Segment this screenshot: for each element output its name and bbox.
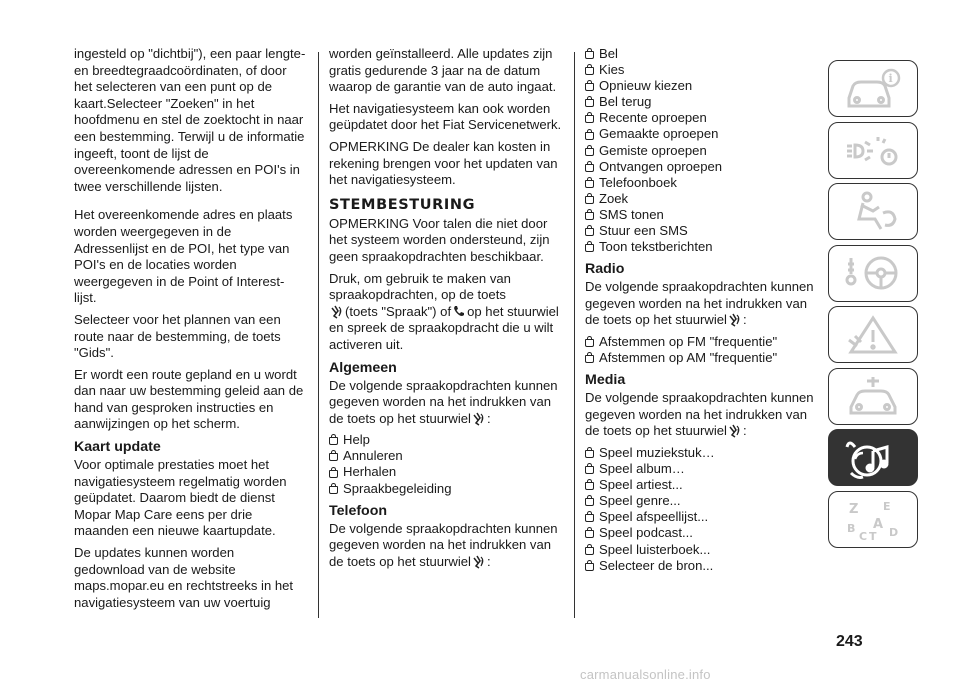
tab-starting-driving[interactable] xyxy=(828,245,918,302)
list-item xyxy=(585,159,821,175)
command-list xyxy=(585,445,821,574)
list-item xyxy=(585,350,821,366)
list-item-label: Recente oproepen xyxy=(599,110,707,126)
list-item-label: Speel afspeellijst... xyxy=(599,509,709,525)
command-list xyxy=(329,432,562,496)
list-item xyxy=(585,223,821,239)
voice-command-icon xyxy=(728,424,742,438)
paragraph-text: De volgende spraakopdrachten kunnen gegeven worden na het indrukken van de toets op het stuurwiel xyxy=(329,520,558,569)
tab-maintenance[interactable] xyxy=(828,368,918,425)
phone-icon xyxy=(329,470,338,478)
phone-handset-icon xyxy=(453,305,465,317)
list-item-label: Spraakbegeleiding xyxy=(343,480,452,496)
tab-seat-safety[interactable] xyxy=(828,183,918,240)
list-item xyxy=(585,62,821,78)
tab-emergency[interactable] xyxy=(828,306,918,363)
list-item xyxy=(329,481,562,497)
index-letter: D xyxy=(889,526,899,539)
phone-icon xyxy=(585,180,594,188)
paragraph-text: De volgende spraakopdrachten kunnen gegeven worden na het indrukken van de toets op het stuurwiel xyxy=(585,390,814,439)
paragraph: Het overeenkomende adres en plaats worden weergegeven in de Adressenlijst en de POI, het type van POI's en de locaties worden weergegeven in de Point of Interest-lijst. xyxy=(74,207,293,306)
paragraph: De updates kunnen worden gedownload van de website maps.mopar.eu en rechtstreeks in het navigatiesysteem van uw voertuig xyxy=(74,545,294,610)
multimedia-icon xyxy=(843,435,903,481)
text-column-1 xyxy=(74,46,306,616)
phone-icon xyxy=(585,466,594,474)
list-item-label: Opnieuw kiezen xyxy=(599,78,693,94)
phone-icon xyxy=(585,450,594,458)
list-item xyxy=(329,464,562,480)
paragraph xyxy=(329,271,562,354)
list-item xyxy=(329,448,562,464)
paragraph-text: De volgende spraakopdrachten kunnen gegeven worden na het indrukken van de toets op het stuurwiel xyxy=(329,377,558,426)
car-info-icon xyxy=(843,66,903,112)
phone-icon xyxy=(585,482,594,490)
paragraph: Er wordt een route gepland en u wordt dan naar uw bestemming geleid aan de hand van gesproken instructies en aanwijzingen op het scherm. xyxy=(74,366,304,432)
paragraph-text: op het stuurwiel en spreek de spraakopdracht die u wilt activeren uit. xyxy=(329,303,559,352)
paragraph: OPMERKING Voor talen die niet door het systeem worden ondersteund, zijn geen spraakopdrachten beschikbaar. xyxy=(329,215,550,264)
list-item xyxy=(585,477,821,493)
list-item-label: Bel terug xyxy=(599,94,652,110)
list-item xyxy=(585,175,821,191)
paragraph: OPMERKING De dealer kan kosten in rekening brengen voor het updaten van het navigatiesysteem. xyxy=(329,138,558,188)
section-heading: STEMBESTURING xyxy=(329,196,476,213)
voice-command-icon xyxy=(472,555,486,569)
command-list xyxy=(585,334,821,366)
maintenance-icon xyxy=(843,373,903,419)
list-item xyxy=(585,334,821,350)
column-separator xyxy=(318,52,319,618)
text-column-3 xyxy=(585,46,821,578)
paragraph: De volgende spraakopdrachten kunnen gegeven worden na het indrukken van de toets op het stuurwiel : xyxy=(585,390,814,439)
section-heading: Media xyxy=(585,372,626,389)
list-item xyxy=(329,432,562,448)
list-item-label: Speel podcast... xyxy=(599,525,693,541)
chapter-tabs xyxy=(828,60,918,552)
text-column-2 xyxy=(329,46,562,575)
phone-icon xyxy=(585,99,594,107)
index-letter: A xyxy=(873,517,884,532)
index-letter: B xyxy=(847,522,856,535)
list-item-label: Gemiste oproepen xyxy=(599,142,707,158)
column-separator xyxy=(574,52,575,618)
phone-icon xyxy=(585,148,594,156)
list-item xyxy=(585,445,821,461)
phone-icon xyxy=(585,51,594,59)
paragraph: De volgende spraakopdrachten kunnen gegeven worden na het indrukken van de toets op het stuurwiel : xyxy=(329,520,558,569)
phone-icon xyxy=(329,486,338,494)
paragraph: De volgende spraakopdrachten kunnen gegeven worden na het indrukken van de toets op het stuurwiel : xyxy=(329,377,558,426)
tab-index[interactable] xyxy=(828,491,918,548)
list-item-label: Speel artiest... xyxy=(599,477,683,493)
list-item xyxy=(585,110,821,126)
tab-dashboard-lights[interactable] xyxy=(828,122,918,179)
list-item-label: Afstemmen op AM "frequentie" xyxy=(599,350,778,366)
index-letter: E xyxy=(883,500,891,513)
starting-driving-icon xyxy=(843,250,903,296)
paragraph-text: (toets "Spraak") of xyxy=(345,303,452,319)
phone-icon xyxy=(329,453,338,461)
index-letter: C xyxy=(859,530,868,542)
list-item-label: Stuur een SMS xyxy=(599,223,688,239)
phone-icon xyxy=(585,547,594,555)
page-number: 243 xyxy=(836,633,863,650)
list-item-label: Help xyxy=(343,432,370,448)
list-item xyxy=(585,493,821,509)
section-heading: Telefoon xyxy=(329,502,388,519)
list-item-label: Toon tekstberichten xyxy=(599,239,713,255)
list-item-label: Speel muziekstuk… xyxy=(599,444,715,460)
list-item xyxy=(585,558,821,574)
phone-icon xyxy=(585,339,594,347)
list-item xyxy=(585,191,821,207)
phone-icon xyxy=(585,498,594,506)
phone-icon xyxy=(585,164,594,172)
list-item-label: Annuleren xyxy=(343,448,403,464)
phone-icon xyxy=(585,67,594,75)
list-item-label: Gemaakte oproepen xyxy=(599,126,719,142)
index-letter: T xyxy=(869,530,877,542)
command-list xyxy=(585,46,821,255)
paragraph: De volgende spraakopdrachten kunnen gegeven worden na het indrukken van de toets op het stuurwiel : xyxy=(585,279,814,328)
list-item-label: Speel album… xyxy=(599,461,685,477)
watermark-text: carmanualsonline.info xyxy=(580,667,711,682)
phone-icon xyxy=(585,228,594,236)
phone-icon xyxy=(585,514,594,522)
paragraph-text: Druk, om gebruik te maken van spraakopdrachten, op de toets xyxy=(329,270,511,303)
phone-icon xyxy=(585,83,594,91)
index-letter: Z xyxy=(849,502,859,517)
paragraph-text: De volgende spraakopdrachten kunnen gegeven worden na het indrukken van de toets op het stuurwiel xyxy=(585,279,814,328)
voice-command-icon xyxy=(472,412,486,426)
paragraph: Selecteer voor het plannen van een route naar de bestemming, de toets "Gids". xyxy=(74,311,281,361)
voice-command-icon xyxy=(330,305,344,319)
list-item-label: Ontvangen oproepen xyxy=(599,158,723,174)
list-item-label: Herhalen xyxy=(343,464,397,480)
phone-icon xyxy=(585,355,594,363)
list-item xyxy=(585,46,821,62)
phone-icon xyxy=(585,115,594,123)
tab-multimedia[interactable] xyxy=(828,429,918,486)
paragraph: ingesteld op "dichtbij"), een paar lengte- en breedtegraadcoördinaten, of door het selecteren van een punt op de kaart.Selecteer "Zoeken" in het hoofdmenu en stel de zoektocht in naar een bestemming. Terwijl u de informatie ingeeft, toont de lijst de overeenkomende adressen en POI's in twee verschillende lijsten. xyxy=(74,46,306,194)
phone-icon xyxy=(585,196,594,204)
list-item-label: Telefoonboek xyxy=(599,174,677,190)
dashboard-lights-icon xyxy=(843,127,903,173)
phone-icon xyxy=(329,437,338,445)
list-item-label: Zoek xyxy=(599,190,629,206)
phone-icon xyxy=(585,132,594,140)
tab-car-info[interactable] xyxy=(828,60,918,117)
phone-icon xyxy=(585,244,594,252)
list-item xyxy=(585,126,821,142)
list-item-label: Speel luisterboek... xyxy=(599,541,711,557)
list-item-label: Bel xyxy=(599,46,618,61)
phone-icon xyxy=(585,212,594,220)
list-item xyxy=(585,78,821,94)
list-item-label: Kies xyxy=(599,62,625,78)
voice-command-icon xyxy=(728,313,742,327)
list-item xyxy=(585,509,821,525)
list-item xyxy=(585,143,821,159)
section-heading: Algemeen xyxy=(329,359,397,376)
seat-safety-icon xyxy=(843,189,903,235)
section-heading: Kaart update xyxy=(74,439,161,456)
phone-icon xyxy=(585,563,594,571)
paragraph: Het navigatiesysteem kan ook worden geüpdatet door het Fiat Servicenetwerk. xyxy=(329,100,562,133)
list-item xyxy=(585,542,821,558)
phone-icon xyxy=(585,530,594,538)
list-item-label: Speel genre... xyxy=(599,493,681,509)
paragraph: worden geïnstalleerd. Alle updates zijn gratis gedurende 3 jaar na de datum waarop de garantie van de auto ingaat. xyxy=(329,46,557,95)
paragraph: Voor optimale prestaties moet het navigatiesysteem regelmatig worden geüpdatet. Daarom biedt de dienst Mopar Map Care eens per drie maanden een nieuwe kaartupdate. xyxy=(74,457,287,539)
section-heading: Radio xyxy=(585,261,625,278)
list-item xyxy=(585,207,821,223)
list-item xyxy=(585,525,821,541)
emergency-icon xyxy=(843,312,903,358)
svg-text:i: i xyxy=(888,71,893,85)
list-item-label: Selecteer de bron... xyxy=(599,557,714,573)
list-item xyxy=(585,239,821,255)
list-item xyxy=(585,461,821,477)
list-item-label: SMS tonen xyxy=(599,206,664,222)
index-icon xyxy=(843,496,903,542)
list-item-label: Afstemmen op FM "frequentie" xyxy=(599,334,778,349)
list-item xyxy=(585,94,821,110)
